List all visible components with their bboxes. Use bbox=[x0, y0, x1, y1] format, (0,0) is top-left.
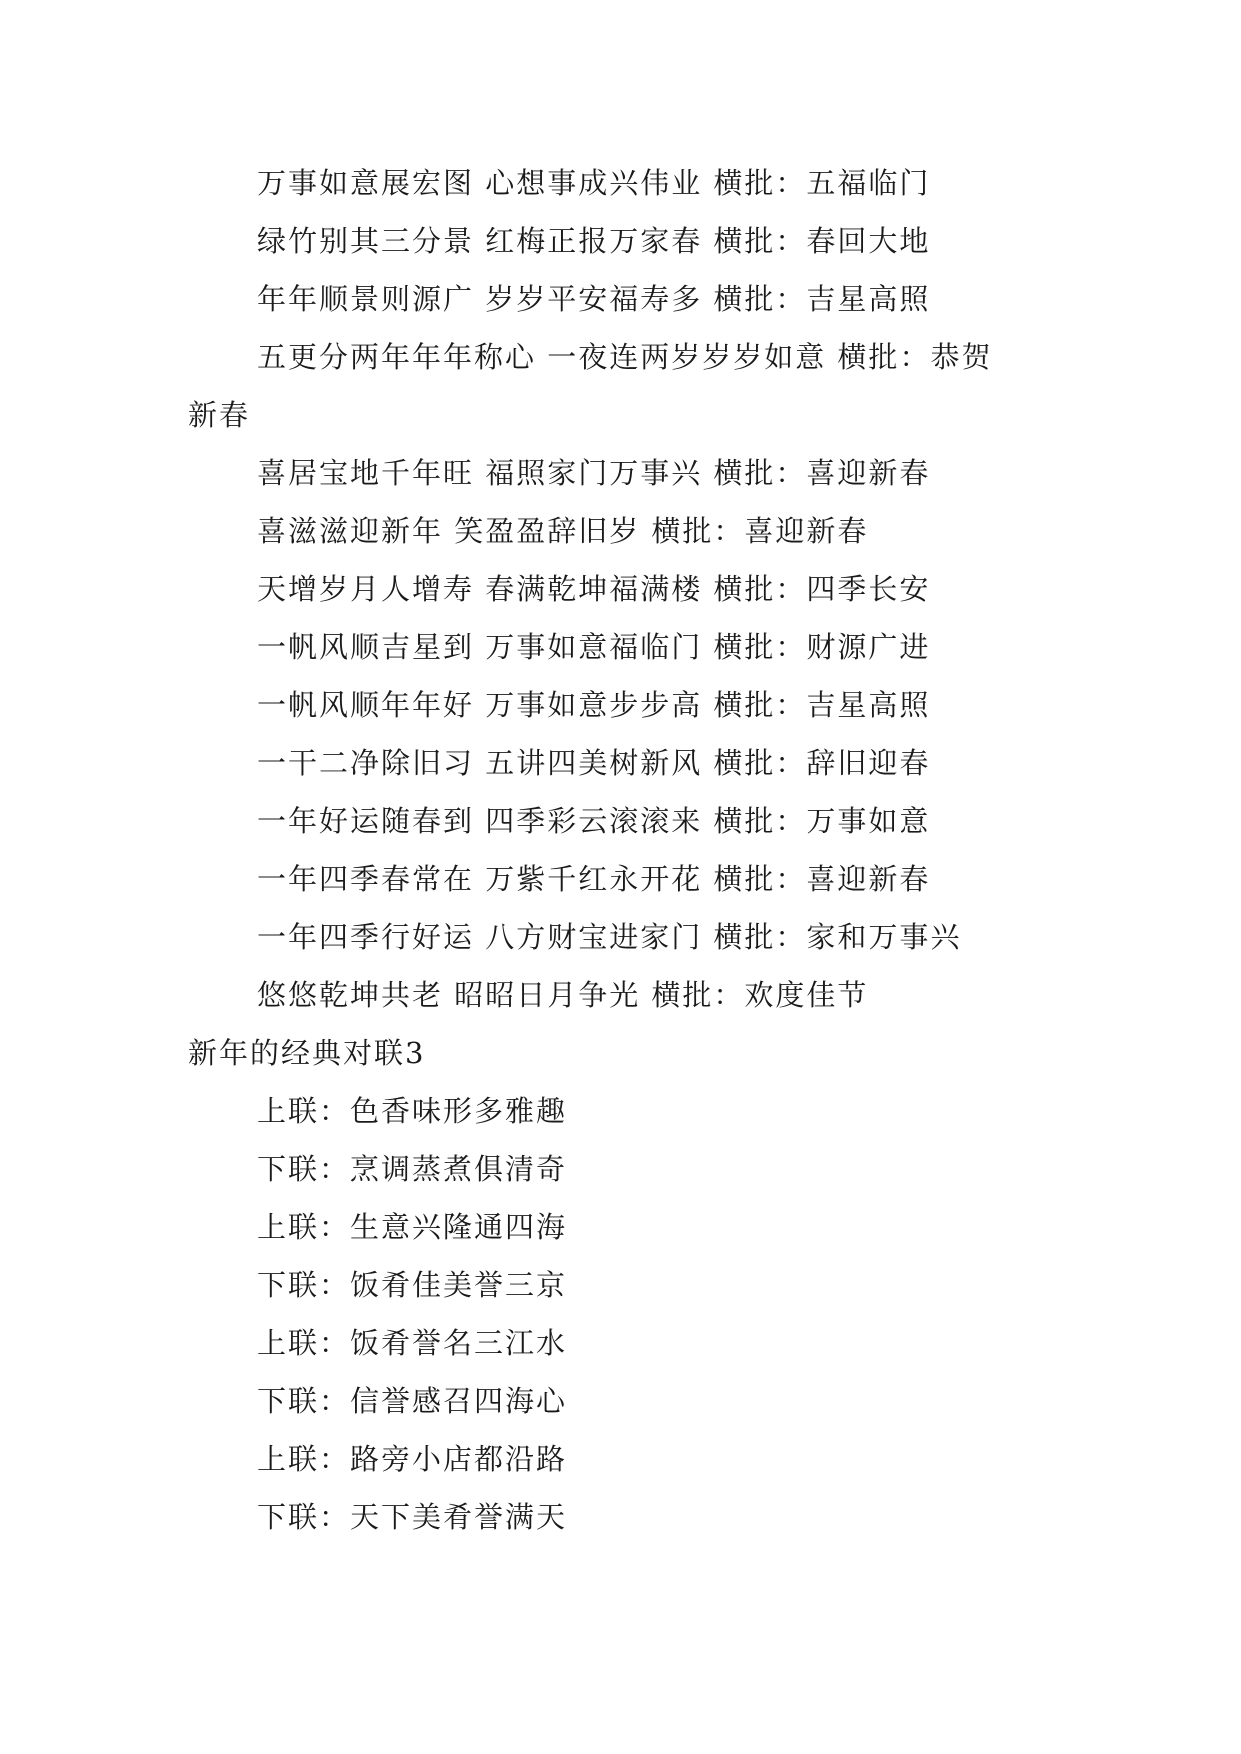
couplet-pair-line: 下联：天下美肴誉满天 bbox=[257, 1500, 568, 1534]
couplet-line: 一帆风顺吉星到 万事如意福临门 横批：财源广进 bbox=[257, 630, 931, 664]
couplet-line: 一年好运随春到 四季彩云滚滚来 横批：万事如意 bbox=[257, 804, 931, 838]
couplet-line-wrap: 新春 bbox=[188, 398, 251, 432]
couplet-pair-line: 上联：路旁小店都沿路 bbox=[257, 1442, 568, 1476]
section-heading: 新年的经典对联3 bbox=[188, 1036, 426, 1070]
couplet-line: 一年四季行好运 八方财宝进家门 横批：家和万事兴 bbox=[257, 920, 962, 954]
couplet-line: 喜居宝地千年旺 福照家门万事兴 横批：喜迎新春 bbox=[257, 456, 931, 490]
couplet-line: 一年四季春常在 万紫千红永开花 横批：喜迎新春 bbox=[257, 862, 931, 896]
couplet-pair-line: 下联：信誉感召四海心 bbox=[257, 1384, 568, 1418]
couplet-pair-line: 上联：饭肴誉名三江水 bbox=[257, 1326, 568, 1360]
couplet-pair-line: 上联：生意兴隆通四海 bbox=[257, 1210, 568, 1244]
couplet-line: 喜滋滋迎新年 笑盈盈辞旧岁 横批：喜迎新春 bbox=[257, 514, 869, 548]
couplet-line: 绿竹别其三分景 红梅正报万家春 横批：春回大地 bbox=[257, 224, 931, 258]
couplet-line: 年年顺景则源广 岁岁平安福寿多 横批：吉星高照 bbox=[257, 282, 931, 316]
couplet-pair-line: 下联：饭肴佳美誉三京 bbox=[257, 1268, 568, 1302]
couplet-line: 悠悠乾坤共老 昭昭日月争光 横批：欢度佳节 bbox=[257, 978, 869, 1012]
couplet-line: 一帆风顺年年好 万事如意步步高 横批：吉星高照 bbox=[257, 688, 931, 722]
couplet-line: 五更分两年年年称心 一夜连两岁岁岁如意 横批：恭贺 bbox=[257, 340, 993, 374]
couplet-line: 一干二净除旧习 五讲四美树新风 横批：辞旧迎春 bbox=[257, 746, 931, 780]
couplet-line: 天增岁月人增寿 春满乾坤福满楼 横批：四季长安 bbox=[257, 572, 931, 606]
couplet-pair-line: 上联：色香味形多雅趣 bbox=[257, 1094, 568, 1128]
couplet-line: 万事如意展宏图 心想事成兴伟业 横批：五福临门 bbox=[257, 166, 931, 200]
couplet-pair-line: 下联：烹调蒸煮俱清奇 bbox=[257, 1152, 568, 1186]
